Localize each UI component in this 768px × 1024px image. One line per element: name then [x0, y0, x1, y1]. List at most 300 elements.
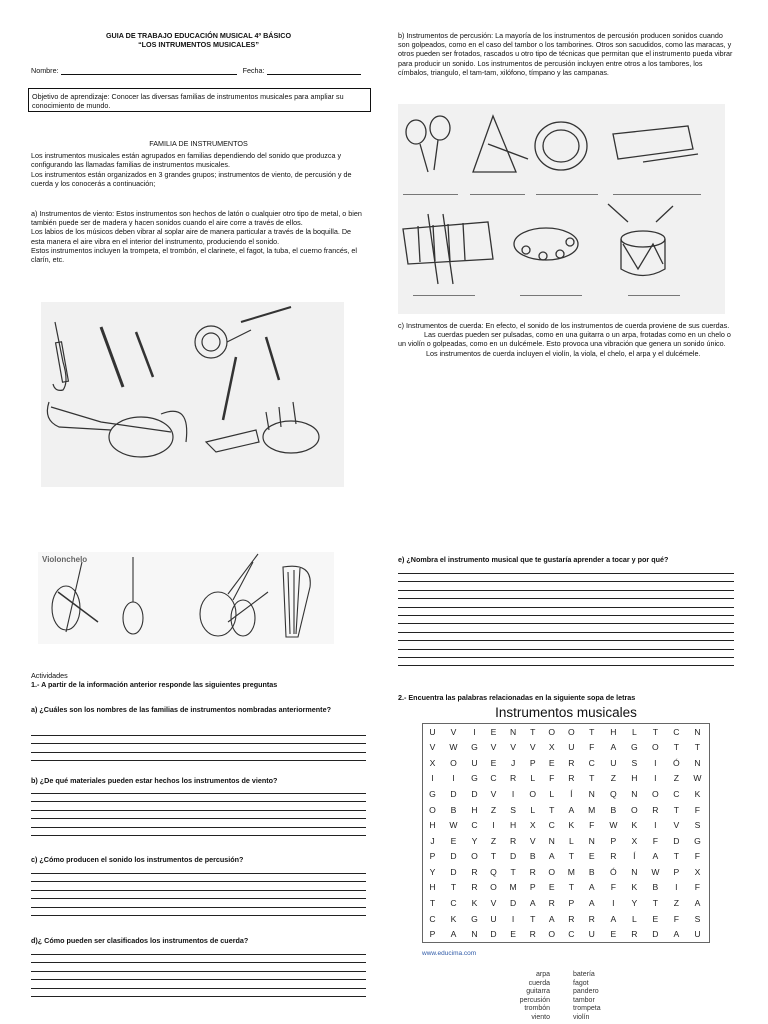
wordsearch-letter[interactable]: A [588, 882, 595, 893]
string-instruments-drawing [38, 552, 334, 644]
wordsearch-grid[interactable] [422, 723, 710, 943]
word-list-item: pandero [573, 988, 599, 996]
label-blank[interactable] [413, 295, 475, 296]
name-label: Nombre: [31, 66, 59, 75]
percussion-section [398, 31, 734, 77]
wordsearch-letter[interactable]: F [610, 882, 616, 893]
percussion-paragraph: b) Instrumentos de percusión: La mayoría de los instrumentos de percusión producen sonidos cuando son golpeados, como en el caso del tambor o los tamborines. Otros son sacudidos, como las maracas, y otros pueden ser frotados, rascados u otro tipo de técnicas que permitan que el instrumento pueda vibrar para producir un sonido. Los instrumentos de percusión incluyen entre otros a los tambores, los címbalos, triangulo, el tam-tam, xilófono, tímpano y las campanas. [398, 31, 733, 77]
wordsearch-letter[interactable]: T [694, 742, 701, 753]
wordsearch-letter[interactable]: U [568, 742, 575, 753]
cello-label: Violonchelo [42, 555, 88, 564]
wordsearch-letter[interactable]: C [568, 929, 575, 940]
wordsearch-letter[interactable]: O [490, 882, 497, 893]
wordsearch-letter[interactable]: R [568, 913, 575, 924]
wind-section [31, 209, 366, 264]
wordsearch-letter[interactable]: I [473, 726, 476, 737]
wordsearch-letter[interactable]: U [610, 757, 617, 768]
wordsearch-letter[interactable]: H [509, 820, 517, 831]
wordsearch-letter[interactable]: D [509, 897, 517, 908]
wordsearch-letter[interactable]: D [471, 789, 478, 800]
wordsearch-letter[interactable]: Y [631, 897, 638, 908]
wordsearch-letter[interactable]: N [631, 789, 638, 800]
wordsearch-letter[interactable]: D [652, 929, 659, 940]
wordsearch-letter[interactable]: T [450, 882, 457, 893]
wordsearch-letter[interactable]: C [673, 789, 680, 800]
answer-line[interactable] [31, 735, 366, 736]
wordsearch-letter[interactable]: S [694, 913, 701, 924]
answer-line[interactable] [398, 640, 734, 641]
answer-line[interactable] [31, 971, 366, 972]
wordsearch-letter[interactable]: A [673, 929, 680, 940]
label-blank[interactable] [613, 194, 701, 195]
wordsearch-letter[interactable]: S [694, 820, 701, 831]
name-field[interactable] [61, 66, 237, 75]
wordsearch-letter[interactable]: T [673, 851, 679, 862]
wordsearch-row [423, 926, 709, 942]
wordsearch-letter[interactable]: Í [633, 851, 636, 862]
wordsearch-letter[interactable]: L [530, 804, 536, 815]
wordsearch-letter[interactable]: L [631, 726, 637, 737]
answer-lines-a[interactable] [31, 735, 366, 769]
wordsearch-letter[interactable]: E [548, 882, 555, 893]
wordsearch-letter[interactable]: F [589, 820, 595, 831]
wordsearch-letter[interactable]: F [652, 835, 658, 846]
wordsearch-letter[interactable]: A [652, 851, 659, 862]
wordsearch-letter[interactable]: I [511, 913, 515, 924]
wordsearch-letter[interactable]: I [654, 820, 657, 831]
word-list-item: trombón [524, 1005, 550, 1013]
label-blank[interactable] [470, 194, 525, 195]
wordsearch-letter[interactable]: C [429, 913, 436, 924]
wordsearch-letter[interactable]: E [490, 757, 497, 768]
answer-line[interactable] [31, 890, 366, 891]
wordsearch-letter[interactable]: B [610, 804, 617, 815]
answer-line[interactable] [31, 818, 366, 819]
wordsearch-letter[interactable]: H [429, 820, 436, 831]
wordsearch-letter[interactable]: W [651, 866, 660, 877]
wordsearch-letter[interactable]: E [652, 913, 659, 924]
wordsearch-row [423, 895, 709, 911]
wordsearch-letter[interactable]: O [450, 757, 457, 768]
label-blank[interactable] [520, 295, 582, 296]
wordsearch-letter[interactable]: F [694, 882, 701, 893]
wordsearch-letter[interactable]: H [471, 804, 478, 815]
word-list-item: viento [531, 1013, 550, 1021]
wordsearch-letter[interactable]: L [530, 773, 536, 784]
wordsearch-letter[interactable]: L [631, 913, 637, 924]
wordsearch-letter[interactable]: I [452, 773, 455, 784]
answer-line[interactable] [31, 810, 366, 811]
wordsearch-letter[interactable]: G [471, 742, 478, 753]
wordsearch-letter[interactable]: V [490, 789, 497, 800]
wordsearch-letter[interactable]: O [548, 929, 556, 940]
answer-line[interactable] [31, 827, 366, 828]
word-list-item: cuerda [528, 979, 550, 987]
answer-lines-d[interactable] [31, 954, 366, 1004]
answer-line[interactable] [31, 793, 366, 794]
wordsearch-letter[interactable]: M [567, 866, 575, 877]
wordsearch-letter[interactable]: D [673, 835, 680, 846]
wordsearch-letter[interactable]: A [694, 897, 701, 908]
wordsearch-letter[interactable]: M [509, 882, 517, 893]
wordsearch-letter[interactable]: W [449, 742, 458, 753]
wordsearch-row [423, 755, 709, 771]
word-list-item: percusión [519, 996, 550, 1004]
word-list-item: guitarra [526, 988, 550, 996]
wordsearch-letter[interactable]: Í [570, 789, 573, 800]
wordsearch-letter[interactable]: O [652, 789, 659, 800]
wordsearch-letter[interactable]: V [490, 897, 497, 908]
wordsearch-letter[interactable]: N [471, 929, 478, 940]
wordsearch-row [423, 724, 709, 740]
word-list-column-1 [480, 971, 550, 1023]
wordsearch-row [423, 802, 709, 818]
label-blank[interactable] [403, 194, 458, 195]
answer-line[interactable] [31, 760, 366, 761]
wordsearch-letter[interactable]: J [430, 835, 435, 846]
wordsearch-letter[interactable]: T [490, 851, 497, 862]
wordsearch-letter[interactable]: K [631, 882, 638, 893]
wordsearch-letter[interactable]: T [429, 897, 436, 908]
wordsearch-letter[interactable]: I [431, 773, 434, 784]
wordsearch-letter[interactable]: R [610, 851, 617, 862]
wordsearch-letter[interactable]: D [490, 929, 497, 940]
wordsearch-letter[interactable]: W [609, 820, 618, 831]
wordsearch-letter[interactable]: U [588, 929, 595, 940]
wordsearch-letter[interactable]: Y [471, 835, 478, 846]
answer-line[interactable] [31, 873, 366, 874]
subtitle-line: “LOS INTRUMENTOS MUSICALES” [138, 40, 259, 50]
wordsearch-letter[interactable]: G [631, 742, 638, 753]
wordsearch-letter[interactable]: V [510, 742, 516, 753]
word-list-column-2 [573, 971, 643, 1023]
wordsearch-letter[interactable]: U [429, 726, 436, 737]
wordsearch-letter[interactable]: I [511, 789, 515, 800]
answer-line[interactable] [31, 835, 366, 836]
wordsearch-letter[interactable]: A [588, 897, 595, 908]
wordsearch-letter[interactable]: I [675, 882, 678, 893]
objective-text: Objetivo de aprendizaje: Conocer las diversas familias de instrumentos musicales para ampliar su conocimiento de mundo. [32, 92, 344, 111]
wordsearch-letter[interactable]: J [510, 757, 516, 768]
wordsearch-letter[interactable]: X [631, 835, 638, 846]
wordsearch-letter[interactable]: F [694, 804, 701, 815]
wordsearch-letter[interactable]: R [568, 757, 575, 768]
wordsearch-letter[interactable]: B [652, 882, 659, 893]
wordsearch-letter[interactable]: S [631, 757, 638, 768]
wordsearch-letter[interactable]: Z [673, 773, 679, 784]
family-paragraph-1: Los instrumentos musicales están agrupados en familias dependiendo del sonido que produzca y configurando las llamadas familias de instrumentos musicales. [31, 151, 342, 170]
wordsearch-letter[interactable]: E [588, 851, 595, 862]
strings-paragraph-1: c) Instrumentos de cuerda: En efecto, el sonido de los instrumentos de cuerda proviene de sus cuerdas. [398, 321, 730, 330]
string-instruments-image [38, 552, 334, 644]
wordsearch-row [423, 880, 709, 896]
answer-line[interactable] [31, 996, 366, 997]
label-blank[interactable] [628, 295, 680, 296]
wordsearch-letter[interactable]: T [589, 773, 595, 784]
wordsearch-letter[interactable]: G [429, 789, 436, 800]
wordsearch-letter[interactable]: T [530, 726, 536, 737]
word-list-item: arpa [535, 971, 550, 978]
wordsearch-letter[interactable]: W [693, 773, 702, 784]
wordsearch-letter[interactable]: C [490, 773, 497, 784]
wordsearch-letter[interactable]: T [589, 726, 595, 737]
wordsearch-letter[interactable]: N [548, 835, 555, 846]
wordsearch-letter[interactable]: K [694, 789, 701, 800]
wind-instruments-drawing [41, 302, 344, 487]
wordsearch-letter[interactable]: U [694, 929, 701, 940]
label-blank[interactable] [536, 194, 598, 195]
wordsearch-letter[interactable]: F [589, 742, 595, 753]
wordsearch-letter[interactable]: R [471, 882, 478, 893]
wordsearch-letter[interactable]: N [631, 866, 638, 877]
wordsearch-letter[interactable]: V [529, 742, 536, 753]
wordsearch-letter[interactable]: X [529, 820, 536, 831]
wordsearch-letter[interactable]: K [471, 897, 478, 908]
wordsearch-letter[interactable]: O [529, 789, 537, 800]
percussion-instruments-image [398, 104, 725, 314]
wordsearch-letter[interactable]: P [529, 882, 536, 893]
wordsearch-letter[interactable]: I [654, 773, 657, 784]
wordsearch-letter[interactable]: Ó [673, 757, 680, 768]
word-list-item: tambor [573, 996, 595, 1004]
wind-paragraph-1: a) Instrumentos de viento: Estos instrumentos son hechos de latón o cualquier otro tipo de metal, o bien también puede ser de madera y hacen sonidos cuando el aire corre a través de ellos. [31, 209, 362, 228]
wordsearch-letter[interactable]: Y [429, 866, 436, 877]
wordsearch-letter[interactable]: T [568, 882, 574, 893]
wordsearch-letter[interactable]: V [450, 726, 457, 737]
answer-line[interactable] [31, 881, 366, 882]
wordsearch-letter[interactable]: B [450, 804, 457, 815]
wordsearch-letter[interactable]: T [673, 804, 679, 815]
wordsearch-letter[interactable]: N [588, 789, 595, 800]
word-list-item: violín [573, 1013, 590, 1021]
answer-line[interactable] [31, 743, 366, 744]
family-heading: FAMILIA DE INSTRUMENTOS [149, 139, 248, 148]
strings-paragraph-3: Los instrumentos de cuerda incluyen el violín, la viola, el chelo, el arpa y el dulcémele. [426, 348, 701, 358]
answer-line[interactable] [398, 649, 734, 650]
wordsearch-letter[interactable]: A [610, 913, 617, 924]
wordsearch-letter[interactable]: E [510, 929, 516, 940]
wordsearch-letter[interactable]: P [673, 866, 680, 877]
wordsearch-row [423, 771, 709, 787]
answer-line[interactable] [31, 915, 366, 916]
wordsearch-letter[interactable]: E [490, 726, 497, 737]
answer-line[interactable] [398, 632, 734, 633]
wordsearch-letter[interactable]: R [471, 866, 478, 877]
answer-line[interactable] [31, 979, 366, 980]
wordsearch-letter[interactable]: I [612, 897, 615, 908]
strings-paragraph-2: Las cuerdas pueden ser pulsadas, como en una guitarra o un arpa, frotadas como en un chelo o un violín o golpeadas, como en un dulcémele. Esto provoca una vibración que genera un sonido único. [398, 330, 731, 349]
question-b: b) ¿De qué materiales pueden estar hechos los instrumentos de viento? [31, 776, 278, 785]
wordsearch-letter[interactable]: P [529, 757, 536, 768]
date-field[interactable] [267, 66, 361, 75]
wordsearch-letter[interactable]: R [548, 897, 555, 908]
wordsearch-letter[interactable]: S [510, 804, 516, 815]
answer-line[interactable] [31, 801, 366, 802]
wordsearch-letter[interactable]: O [631, 804, 638, 815]
answer-line[interactable] [398, 590, 734, 591]
answer-lines-b[interactable] [31, 793, 366, 843]
wordsearch-letter[interactable]: K [450, 913, 457, 924]
wordsearch-letter[interactable]: R [509, 773, 517, 784]
wordsearch-letter[interactable]: T [549, 804, 555, 815]
wordsearch-letter[interactable]: T [673, 742, 679, 753]
wordsearch-letter[interactable]: X [694, 866, 701, 877]
wordsearch-row [423, 786, 709, 802]
wordsearch-letter[interactable]: Z [673, 897, 679, 908]
wordsearch-letter[interactable]: U [471, 757, 478, 768]
wordsearch-letter[interactable]: Z [490, 835, 497, 846]
answer-line[interactable] [398, 665, 734, 666]
wordsearch-letter[interactable]: P [429, 929, 436, 940]
question-a: a) ¿Cuáles son los nombres de las familias de instrumentos nombradas anteriormente? [31, 705, 331, 714]
wordsearch-letter[interactable]: Z [490, 804, 497, 815]
wordsearch-letter[interactable]: T [530, 913, 536, 924]
wordsearch-letter[interactable]: I [492, 820, 495, 831]
percussion-instruments-drawing [398, 104, 725, 314]
wordsearch-letter[interactable]: F [694, 851, 701, 862]
wordsearch-letter[interactable]: C [450, 897, 457, 908]
wordsearch-letter[interactable]: G [471, 913, 478, 924]
wordsearch-letter[interactable]: D [450, 866, 457, 877]
wordsearch-letter[interactable]: P [610, 835, 617, 846]
wordsearch-letter[interactable]: A [568, 804, 575, 815]
question-e: e) ¿Nombra el instrumento musical que te gustaría aprender a tocar y por qué? [398, 555, 669, 564]
wordsearch-row [423, 911, 709, 927]
wordsearch-letter[interactable]: N [694, 757, 701, 768]
answer-lines-c[interactable] [31, 873, 366, 923]
wind-instruments-image [41, 302, 344, 487]
wordsearch-letter[interactable]: R [529, 929, 536, 940]
wordsearch-letter[interactable]: W [449, 820, 458, 831]
wordsearch-letter[interactable]: O [429, 804, 436, 815]
answer-line[interactable] [31, 962, 366, 963]
wordsearch-row [423, 864, 709, 880]
answer-line[interactable] [31, 907, 366, 908]
wordsearch-letter[interactable]: F [673, 913, 679, 924]
answer-line[interactable] [398, 607, 734, 608]
wordsearch-letter[interactable]: R [529, 866, 536, 877]
wordsearch-letter[interactable]: L [568, 835, 574, 846]
answer-line[interactable] [398, 615, 734, 616]
wordsearch-letter[interactable]: C [588, 757, 595, 768]
activities-heading: Actividades [31, 671, 68, 680]
wordsearch-letter[interactable]: C [471, 820, 478, 831]
wordsearch-letter[interactable]: E [610, 929, 617, 940]
answer-line[interactable] [31, 752, 366, 753]
wordsearch-letter[interactable]: V [490, 742, 497, 753]
wordsearch-letter[interactable]: V [529, 835, 536, 846]
wordsearch-letter[interactable]: G [471, 773, 478, 784]
activities-instruction: 1.- A partir de la información anterior responde las siguientes preguntas [31, 680, 278, 690]
wordsearch-letter[interactable]: R [652, 804, 659, 815]
wordsearch-letter[interactable]: D [450, 789, 457, 800]
answer-line[interactable] [31, 988, 366, 989]
wordsearch-letter[interactable]: A [529, 897, 536, 908]
wordsearch-letter[interactable]: R [588, 913, 595, 924]
wordsearch-row [423, 817, 709, 833]
wordsearch-letter[interactable]: E [548, 757, 555, 768]
family-section [31, 139, 366, 188]
wordsearch-letter[interactable]: R [509, 835, 517, 846]
wordsearch-letter[interactable]: C [673, 726, 680, 737]
answer-line[interactable] [398, 623, 734, 624]
word-list-item: batería [573, 971, 595, 978]
answer-line[interactable] [398, 581, 734, 582]
wordsearch-letter[interactable]: A [450, 929, 457, 940]
answer-line[interactable] [398, 657, 734, 658]
wordsearch-letter[interactable]: H [610, 726, 617, 737]
wordsearch-letter[interactable]: B [588, 866, 595, 877]
wordsearch-letter[interactable]: L [549, 789, 555, 800]
wordsearch-letter[interactable]: I [654, 757, 657, 768]
wordsearch-letter[interactable]: D [509, 851, 517, 862]
answer-lines-e[interactable] [398, 573, 734, 674]
wordsearch-letter[interactable]: U [490, 913, 497, 924]
wordsearch-letter[interactable]: X [429, 757, 436, 768]
wordsearch-letter[interactable]: H [631, 773, 638, 784]
wordsearch-letter[interactable]: O [471, 851, 478, 862]
wordsearch-letter[interactable]: M [588, 804, 596, 815]
wordsearch-letter[interactable]: D [450, 851, 457, 862]
wordsearch-letter[interactable]: N [509, 726, 517, 737]
name-date-row [31, 66, 366, 75]
wordsearch-letter[interactable]: T [568, 851, 574, 862]
wordsearch-letter[interactable]: K [631, 820, 638, 831]
wordsearch-letter[interactable]: O [548, 726, 556, 737]
wordsearch-letter[interactable]: R [631, 929, 638, 940]
wordsearch-letter[interactable]: X [548, 742, 555, 753]
wordsearch-title: Instrumentos musicales [495, 705, 637, 720]
wordsearch-letter[interactable]: K [568, 820, 575, 831]
wordsearch-letter[interactable]: A [548, 913, 555, 924]
answer-line[interactable] [31, 898, 366, 899]
wordsearch-letter[interactable]: N [588, 835, 595, 846]
wordsearch-letter[interactable]: Ó [610, 866, 617, 877]
wordsearch-letter[interactable]: P [429, 851, 436, 862]
wordsearch-letter[interactable]: T [510, 866, 516, 877]
wordsearch-letter[interactable]: E [450, 835, 457, 846]
word-list-item: trompeta [573, 1005, 601, 1013]
wordsearch-letter[interactable]: B [529, 851, 536, 862]
wordsearch-letter[interactable]: V [429, 742, 436, 753]
wordsearch-row [423, 849, 709, 865]
wordsearch-letter[interactable]: R [568, 773, 575, 784]
answer-line[interactable] [31, 954, 366, 955]
answer-line[interactable] [398, 573, 734, 574]
wordsearch-letter[interactable]: C [548, 820, 555, 831]
wordsearch-letter[interactable]: Q [610, 789, 617, 800]
wordsearch-letter[interactable]: N [694, 726, 701, 737]
wordsearch-row [423, 740, 709, 756]
wordsearch-letter[interactable]: Z [610, 773, 616, 784]
wordsearch-letter[interactable]: T [652, 897, 658, 908]
wordsearch-row [423, 833, 709, 849]
answer-line[interactable] [398, 598, 734, 599]
wordsearch-letter[interactable]: T [652, 726, 658, 737]
wordsearch-letter[interactable]: V [673, 820, 680, 831]
wordsearch-letter[interactable]: G [694, 835, 701, 846]
wordsearch-letter[interactable]: O [548, 866, 556, 877]
wordsearch-letter[interactable]: P [568, 897, 575, 908]
wordsearch-letter[interactable]: H [429, 882, 436, 893]
wordsearch-letter[interactable]: Q [490, 866, 497, 877]
strings-section [398, 321, 734, 358]
wordsearch-letter[interactable]: A [548, 851, 555, 862]
wordsearch-letter[interactable]: A [610, 742, 617, 753]
wordsearch-letter[interactable]: F [549, 773, 555, 784]
wordsearch-letter[interactable]: O [652, 742, 659, 753]
wordsearch-letter[interactable]: O [568, 726, 575, 737]
